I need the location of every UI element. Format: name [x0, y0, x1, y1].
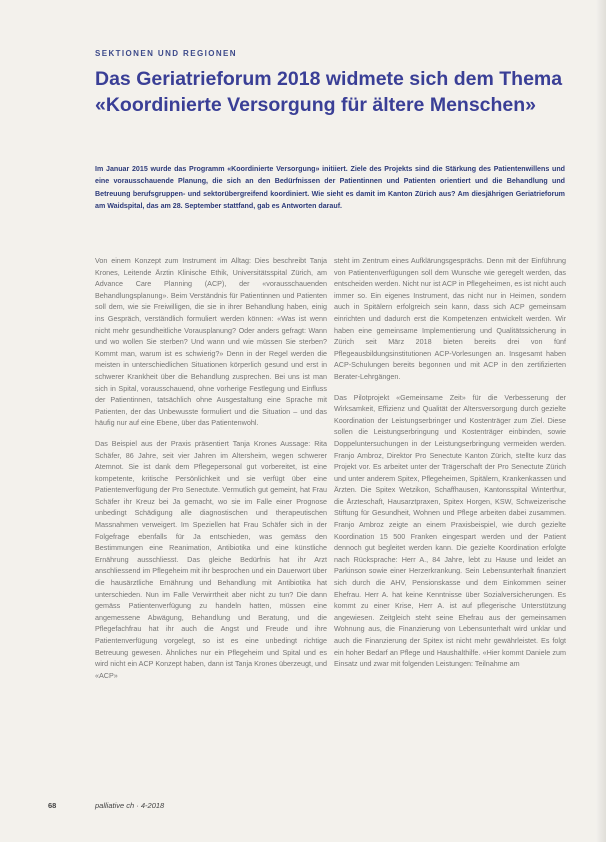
article-headline: Das Geriatrieforum 2018 widmete sich dem Thema «Koordinierte Versorgung für ältere Menschen»	[95, 68, 563, 116]
page-footer	[0, 801, 606, 813]
paragraph: Das Beispiel aus der Praxis präsentiert Tanja Krones Aussage: Rita Schäfer, 86 Jahre, seit vier Jahren im Altersheim, wegen schwerer Atemnot. Sie ist dank dem Pflegepersonal gut vorbereitet, ist eine kompetente, kritische Persönlichkeit und sie verfügt über eine Patientenverfügung der Pro Senectute. Vermutlich gut gemeint, hat Frau Schäfer ihr Kreuz bei Ja gemacht, wo sie im Falle einer Prognose unbedingt Schädigung alle diagnostischen und therapeutischen Massnahmen verweigert. Im Speziellen hat Frau Schäfer sich in der Folgefrage ebenfalls für Ja entschieden, was gemäss den Bestimmungen eine Reanimation, Antibiotika und eine künstliche Ernährung ausschliesst. Das gleiche Bedürfnis hat ihr Arzt anschliessend im Pflegeheim mit ihr besprochen und ein Dauerwort über die hausärztliche Ernährung und Behandlung mit Antibiotika hat unterschieden. Nun im Falle Verwirrtheit aber nicht zu tun? Die dann gemäss Patientenverfügung zu handeln hatten, müssen eine angemessene Abwägung, Behandlung und Beratung, und die Pflegefachfrau hat ihr auch die Angst und Freude und ihre Patientenverfügung vorgelegt, so ist es eine unbedingt richtige Betreuung gewesen. Ähnliches nur ein Pflegeheim und Spital und es wird nicht ein ACP Konzept haben, dann ist Tanja Krones überzeugt, und «ACP»	[95, 438, 327, 680]
scan-edge-shadow	[596, 0, 606, 842]
body-column-right	[334, 255, 566, 679]
paragraph: Das Pilotprojekt «Gemeinsame Zeit» für die Verbesserung der Wirksamkeit, Effizienz und Qualität der Altersversorgung durch gezielte Koordination der Leistungserbringer und Kostenträger zum Ziel. Diese sollen die Leistungserbringung und Kostenträger einbinden, sowie Doppeluntersuchungen in der Leistungserbringung vermeiden werden. Franjo Ambroz, Direktor Pro Senectute Kanton Zürich, stellte kurz das Projekt vor. Es arbeitet unter der Trägerschaft der Pro Senectute Zürich und unter anderem Spitex, Pflegeheimen, Spitälern, Krankenkassen und Ärzten. Die Spitex Wetzikon, Schaffhausen, Kantonsspital Winterthur, die Ärzteschaft, Hausarztpraxen, Spitex Horgen, KSW, Schweizerische Stiftung für Gesundheit, Wohnen und Pflege arbeiten dabei zusammen. Franjo Ambroz zeigte an einem Praxisbeispiel, wie durch gezielte Koordination 15 500 Franken eingespart werden und der Patient dennoch gut begleitet werden kann. Die gezielte Koordination erfolgte nach Rücksprache: Herr A., 84 Jahre, lebt zu Hause und leidet an Parkinson sowie einer Herzerkrankung. Sein Lebensunterhalt finanziert sich durch die AHV, Pensionskasse und dem Einkommen seiner Ehefrau. Herr A. hat keine Kenntnisse über Sozialversicherungen. Es kommt zu einer Krise, Herr A. ist auf pflegerische Unterstützung angewiesen. Zeitgleich steht seine Ehefrau aus der gemeinsamen Wohnung aus, die Finanzierung von Lebensunterhalt wird unklar und auch die Finanzierung der Spitex ist nicht mehr gewährleistet. Es folgt ein hoher Bedarf an Pflege und Haushalthilfe. «Hier kommt Daniele zum Einsatz und zwar mit folgenden Leistungen: Teilnahme am	[334, 392, 566, 669]
paragraph: Von einem Konzept zum Instrument im Alltag: Dies beschreibt Tanja Krones, Leitende Ärztin Klinische Ethik, Universitätsspital Zürich, am Advance Care Planning (ACP), der «vorausschauenden Behandlungsplanung». Beim Verständnis für Patientinnen und Patienten soll dem, wie sie Freiwilligen, die sie in ihrer Behandlung haben, einig ins Gespräch, verständlich formuliert werden können: «Was ist wenn nicht mehr gesundheitliche Vorausplanung? Oder anders gefragt: Wann und wo wollen Sie sterben? Und wann und wie müssen Sie sterben? Kommt man, warum ist es schwierig?» Denn in der Regel werden die meisten in unterschiedlichen Situationen körperlich gesund und erst in schwerer Krankheit über die Behandlung zusprechen. Bei uns ist man sich in Spital, vorausschauend, ohne vorherige Festlegung und Einfluss der Patientinnen, tatsächlich ohne Ausgestaltung eine Sprache mit Patienten, der das Unbewusste formuliert und die Situation – und das häufig nur auf eine Ebene, über das Patientenwohl.	[95, 256, 327, 428]
paragraph: steht im Zentrum eines Aufklärungsgesprächs. Denn mit der Einführung von Patientenverfügungen soll dem Wunsche wie geregelt werden, das entscheiden werden. Nicht nur ist ACP in Pflegeheimen, es ist nicht auch immer so. Ein eigenes Instrument, das nicht nur in Heimen, sondern auch in Spitälern erfolgreich sein kann, dass sich ACP gemeinsam einrichten und dadurch erst die Kompetenzen entwickelt werden. Wir haben eine gemeinsame Implementierung und Qualitätssicherung in Zürich seit März 2018 bieten bereits drei von fünf Pflegeausbildungsinstitutionen ACP-Vorlesungen an. Insgesamt haben ACP-Schulungen bereits begonnen und mit ACP in den zertifizierten Berater-Lehrgängen.	[334, 256, 566, 381]
page-number: 68	[48, 801, 57, 810]
section-label: SEKTIONEN UND REGIONEN	[95, 49, 237, 58]
article-lead: Im Januar 2015 wurde das Programm «Koordinierte Versorgung» initiiert. Ziele des Projekts sind die Stärkung des Patientenwillens und eine vorausschauende Planung, die sich an den Bedürfnissen der Patientinnen und Patienten orientiert und die Behandlung und Betreuung berufsgruppen- und sektorübergreifend koordiniert. Wie sieht es damit im Kanton Zürich aus? Am diesjährigen Geriatrieforum am Waidspital, das am 28. September stattfand, gab es Antworten darauf.	[95, 165, 565, 211]
body-column-left	[95, 255, 327, 690]
publication-name: palliative ch · 4-2018	[95, 801, 165, 810]
